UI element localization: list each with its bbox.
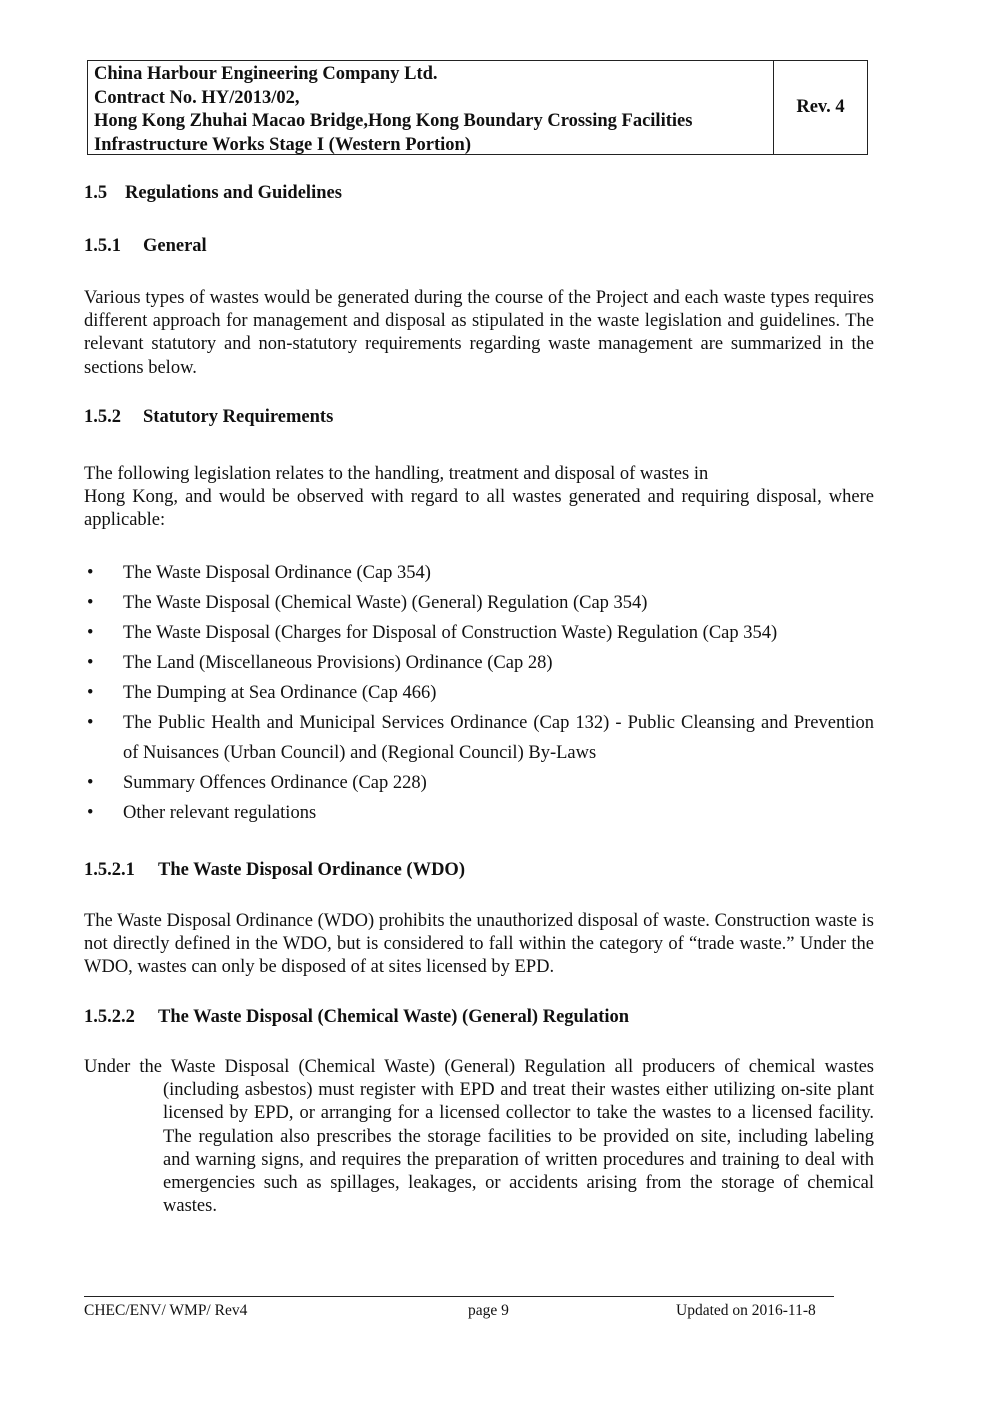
header-project: Hong Kong Zhuhai Macao Bridge,Hong Kong Boundary Crossing Facilities <box>94 111 693 131</box>
list-item <box>84 588 874 618</box>
list-item <box>84 708 874 768</box>
legislation-list <box>84 558 874 828</box>
header-works: Infrastructure Works Stage I (Western Portion) <box>94 134 471 155</box>
heading-1-5-2 <box>84 407 333 428</box>
heading-number: 1.5.2.1 <box>84 860 135 880</box>
header-contract: Contract No. HY/2013/02, <box>94 87 300 108</box>
footer-updated-date: Updated on 2016-11-8 <box>676 1302 816 1319</box>
bullet-icon: • <box>87 623 94 643</box>
header-revision: Rev. 4 <box>796 97 845 117</box>
list-item <box>84 768 874 798</box>
statutory-paragraph <box>84 463 874 533</box>
heading-1-5-2-2 <box>84 1007 629 1028</box>
bullet-icon: • <box>87 773 94 793</box>
heading-title: The Waste Disposal (Chemical Waste) (General) Regulation <box>158 1007 630 1027</box>
footer-page-number: page 9 <box>468 1302 509 1319</box>
bullet-icon: • <box>87 653 94 673</box>
list-item <box>84 798 874 828</box>
heading-1-5-1 <box>84 236 207 257</box>
list-item <box>84 648 874 678</box>
list-item-text: The Waste Disposal (Chemical Waste) (General) Regulation (Cap 354) <box>123 593 648 613</box>
statutory-paragraph-line1: The following legislation relates to the handling, treatment and disposal of wastes in <box>84 464 709 484</box>
heading-title: Statutory Requirements <box>143 407 334 427</box>
heading-1-5-2-1 <box>84 860 465 881</box>
general-paragraph: Various types of wastes would be generated during the course of the Project and each waste types requires different approach for management and disposal as stipulated in the waste legislation and guidelines. The relevant statutory and non-statutory requirements regarding waste management are summarized in the sections below. <box>84 288 874 378</box>
list-item-text: The Land (Miscellaneous Provisions) Ordinance (Cap 28) <box>123 653 553 673</box>
heading-title: General <box>143 236 207 256</box>
statutory-paragraph-rest: Hong Kong, and would be observed with regard to all wastes generated and requiring disposal, where applicable: <box>84 487 874 531</box>
list-item-text: The Waste Disposal (Charges for Disposal of Construction Waste) Regulation (Cap 354) <box>123 623 778 643</box>
bullet-icon: • <box>87 803 94 823</box>
list-item-text: The Waste Disposal Ordinance (Cap 354) <box>123 563 431 583</box>
heading-number: 1.5.2 <box>84 407 121 427</box>
list-item <box>84 618 874 648</box>
header-company: China Harbour Engineering Company Ltd. <box>94 64 438 84</box>
list-item-text: Summary Offences Ordinance (Cap 228) <box>123 773 427 793</box>
document-header <box>87 60 868 155</box>
list-item <box>84 678 874 708</box>
heading-1-5 <box>84 183 342 204</box>
heading-number: 1.5 <box>84 183 108 203</box>
list-item <box>84 558 874 588</box>
heading-number: 1.5.1 <box>84 236 121 256</box>
list-item-text: Other relevant regulations <box>123 803 317 823</box>
bullet-icon: • <box>87 563 94 583</box>
bullet-icon: • <box>87 713 94 733</box>
list-item-text: The Dumping at Sea Ordinance (Cap 466) <box>123 683 437 703</box>
heading-title: Regulations and Guidelines <box>125 183 342 203</box>
heading-number: 1.5.2.2 <box>84 1007 135 1027</box>
list-item-text: The Public Health and Municipal Services Ordinance (Cap 132) - Public Cleansing and Prevention of Nuisances (Urban Council) and (Regional Council) By-Laws <box>123 713 874 763</box>
footer-divider <box>84 1296 834 1297</box>
wdo-paragraph: The Waste Disposal Ordinance (WDO) prohibits the unauthorized disposal of waste. Construction waste is not directly defined in the WDO, but is considered to fall within the category of “trade waste.” Under the WDO, wastes can only be disposed of at sites licensed by EPD. <box>84 911 874 978</box>
bullet-icon: • <box>87 683 94 703</box>
bullet-icon: • <box>87 593 94 613</box>
header-title-block <box>88 61 774 154</box>
heading-title: The Waste Disposal Ordinance (WDO) <box>158 860 465 880</box>
chemical-waste-paragraph: Under the Waste Disposal (Chemical Waste) (General) Regulation all producers of chemical wastes (including asbestos) must register with EPD and treat their wastes either utilizing on-site plant licensed by EPD, or arranging for a licensed collector to take the wastes to a licensed facility. The regulation also prescribes the storage facilities to be provided on site, including labeling and warning signs, and requires the preparation of written procedures and training to deal with emergencies such as spillages, leakages, or accidents arising from the storage of chemical wastes. <box>84 1057 874 1217</box>
footer-document-reference: CHEC/ENV/ WMP/ Rev4 <box>84 1302 248 1319</box>
